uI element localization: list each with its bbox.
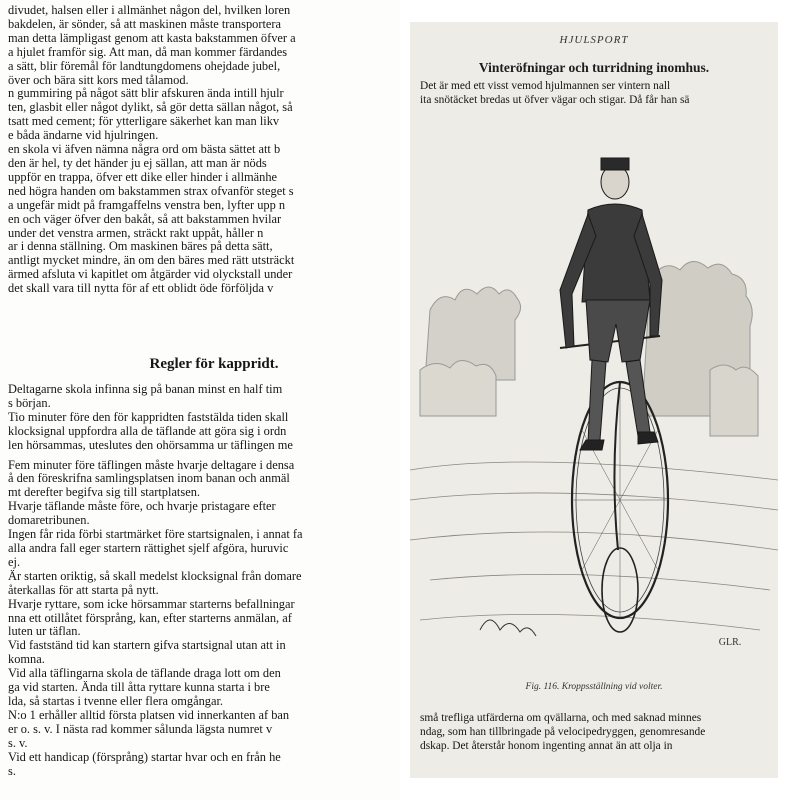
text-line: klocksignal uppfordra alla de täflande att göra sig i ordn [8,424,287,438]
text-line: lda, så startas i tvenne eller flera omgångar. [8,694,224,708]
text-line: a ungefär midt på framgaffelns venstra ben, lyfter upp n [8,198,286,212]
text-line: s. [8,764,16,778]
bicycle-frame [614,382,620,550]
text-line: mt derefter begifva sig till startplatsen. [8,486,200,500]
text-line: över och bära sitt kors med tålamod. [8,73,189,87]
text-line: Deltagarne skola infinna sig på banan minst en half tim [8,383,283,397]
illustration-signature: GLR. [718,637,742,648]
text-line: er o. s. v. I nästa rad kommer sålunda lägsta numret v [8,722,273,736]
text-line: ar i denna ställning. Om maskinen bäres på detta sätt, [8,240,273,254]
text-line: Det är med ett visst vemod hjulmannen ser vintern nall [420,80,671,92]
left-page-text [8,4,400,778]
text-line: ärmed afsluta vi kapitlet om åtgärder vid olyckstall under [8,268,293,282]
text-line: det skall vara till nytta för af ett oblidt öde förföljda v [8,282,274,296]
text-line: ej. [8,555,21,569]
text-line: Är starten oriktig, så skall medelst klocksignal från domare [8,569,302,583]
text-line: den är hel, ty det händer ju ej sällan, att man är nöds [8,156,267,170]
rider [560,158,662,450]
text-line: små trefliga utfärderna om qvällarna, och med saknad minnes [420,712,702,724]
text-line: Ingen får rida förbi startmärket före startsignalen, i annat fa [8,528,303,542]
text-line: Hvarje ryttare, som icke hörsammar starterns befallningar [8,597,295,611]
text-line: luten ur täflan. [8,625,81,639]
text-line: s början. [8,396,51,410]
right-page [410,22,778,778]
text-line: domaretribunen. [8,514,90,528]
section-heading: Regler för kappridt. [149,356,279,373]
continuation-text [420,712,778,753]
text-line: återkallas för att starta på nytt. [8,583,159,597]
text-line: Vid ett handicap (försprång) startar hvar och en från he [8,750,281,764]
text-line: e båda ändarne vid hjulringen. [8,129,159,143]
text-line: Vid alla täflingarna skola de täflande draga lott om den [8,667,281,681]
text-line: ten, glasbit eller något dylikt, så gör detta sällan något, så [8,101,293,115]
illustration-cyclist [410,110,778,670]
text-line: ita snötäcket bredas ut öfver vägar och stigar. Då får han sä [420,93,690,106]
text-line: Vid fastständ tid kan startern gifva startsignal utan att in [8,639,286,653]
text-line: alla andra fall eger startern rättighet sjelf afgöra, huruvic [8,542,289,555]
section-gap [8,296,400,356]
text-line: ndag, som han tillbringade på velocipedryggen, genomresande [420,725,706,738]
text-line: Fem minuter före täflingen måste hvarje deltagare i densa [8,458,295,472]
text-line: komna. [8,653,45,667]
artist-scribble [480,620,536,636]
text-line: n gummiring på något sätt blir afskuren ända intill hjulr [8,87,284,101]
text-line: ned högra handen om bakstammen strax ofvanför steget s [8,184,294,198]
text-line: tsatt med cement; för ytterligare säkerhet kan man likv [8,115,280,129]
text-line: N:o 1 erhåller alltid första platsen vid innerkanten af ban [8,708,290,722]
chapter-title: Vinteröfningar och turridning inomhus. [478,60,710,75]
text-line: dskap. Det återstår honom ingenting annat än att olja in [420,739,673,752]
text-line: a sätt, blir föremål för landtungdomens ohejdade jubel, [8,59,281,73]
text-line: s. v. [8,736,28,750]
text-line: a hjulet framför sig. Att man, då man kommer färdandes [8,45,288,59]
text-line: en och väger öfver den bakåt, så att bakstammen hvilar [8,212,282,226]
text-line: nna ett otillåtet försprång, kan, efter starterns anmälan, af [8,611,292,625]
text-line: len hörsammas, uteslutes den ohörsamma ur täflingen me [8,438,293,452]
text-line: ga vid starten. Ända till åtta ryttare kunna starta i bre [8,681,270,695]
text-line: antligt mycket mindre, än om den bäres med rätt utsträckt [8,254,295,268]
running-head: HJULSPORT [559,34,629,46]
text-line: man detta lämpligast genom att kasta bakstammen öfver a [8,31,296,45]
ground-lines [410,462,778,630]
text-line: Hvarje täflande måste före, och hvarje pristagare efter [8,500,276,514]
text-line: uppför en trappa, öfver ett dike eller hinder i allmänhe [8,170,278,184]
text-line: divudet, halsen eller i allmänhet någon del, hvilken loren [8,4,291,17]
intro-text [420,80,778,108]
figure-caption: Fig. 116. Kroppsställning vid volter. [525,682,663,692]
text-line: en skola vi äfven nämna några ord om bästa sättet att b [8,143,281,157]
text-line: Tio minuter före den för kappridten faststälda tiden skall [8,410,289,424]
text-line: bakdelen, är sönder, så att maskinen måste transportera [8,17,282,31]
text-line: å den föreskrifna samlingsplatsen inom banan och anmäl [8,472,290,486]
text-line: under det venstra armen, sträckt rakt uppåt, håller n [8,226,264,240]
